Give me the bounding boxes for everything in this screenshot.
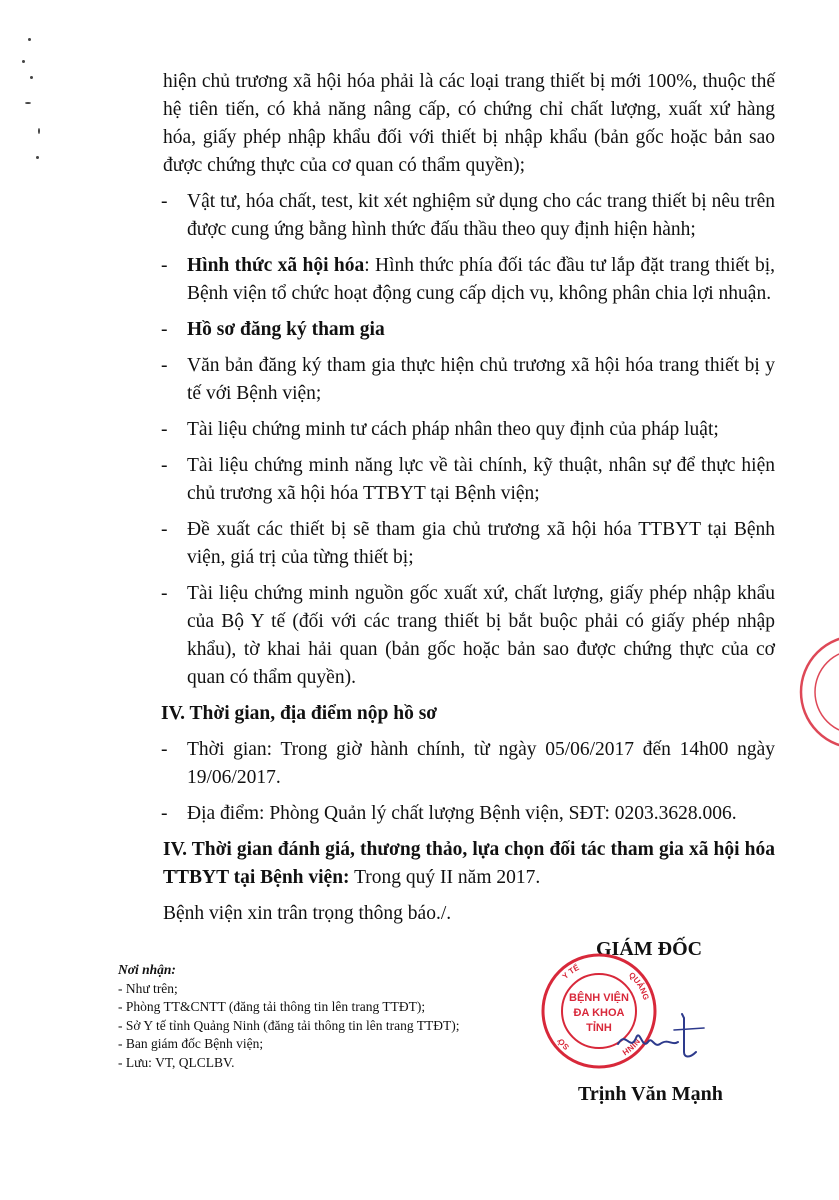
item-text: : Hình thức phía đối tác đầu tư lắp đặt trang thiết bị, Bệnh viện tổ chức hoạt động cung cấp dịch vụ, không phân chia lợi nhuận. <box>187 255 775 304</box>
paragraph-continuation: hiện chủ trương xã hội hóa phải là các loại trang thiết bị mới 100%, thuộc thế hệ tiên tiến, có khả năng nâng cấp, có chứng chỉ chất lượng, xuất xứ hàng hóa, giấy phép nhập khẩu đối với thiết bị nhập khẩu (bản gốc hoặc bản sao được chứng thực của cơ quan có thẩm quyền); <box>163 71 775 176</box>
list-item <box>163 188 775 244</box>
stamp-ring-right: NINH <box>620 1036 642 1057</box>
list-item <box>163 352 775 408</box>
svg-text:Y TẾ <box>561 962 582 981</box>
list-item <box>163 580 775 692</box>
item-text: Địa điểm: Phòng Quản lý chất lượng Bệnh viện, SĐT: 0203.3628.006. <box>187 803 737 824</box>
recipient-line: - Như trên; <box>118 980 178 996</box>
dash-marker: - <box>161 319 168 340</box>
dash-marker: - <box>161 455 168 476</box>
item-text: Tài liệu chứng minh tư cách pháp nhân theo quy định của pháp luật; <box>187 419 719 440</box>
stamp-line-1: BỆNH VIỆN <box>569 992 629 1004</box>
dash-marker: - <box>161 419 168 440</box>
dash-marker: - <box>161 191 168 212</box>
stamp-line-2: ĐA KHOA <box>573 1007 625 1019</box>
handwritten-signature <box>612 1008 732 1068</box>
recipient-line: - Ban giám đốc Bệnh viện; <box>118 1036 264 1051</box>
stamp-ring-bottom: SỞ <box>555 1036 571 1052</box>
dash-marker: - <box>161 519 168 540</box>
stamp-ring-top: QUẢNG <box>627 970 651 1002</box>
list-item <box>163 736 775 792</box>
list-item <box>163 416 775 444</box>
signer-name: Trịnh Văn Mạnh <box>578 1083 723 1105</box>
list-item <box>163 800 775 828</box>
dash-marker: - <box>161 583 168 604</box>
subsection-heading: Hồ sơ đăng ký tham gia <box>187 319 385 340</box>
item-bold-label: Hình thức xã hội hóa <box>187 255 365 276</box>
dash-marker: - <box>161 739 168 760</box>
recipients-title: Nơi nhận: <box>118 962 176 977</box>
item-text: Văn bản đăng ký tham gia thực hiện chủ trương xã hội hóa trang thiết bị y tế với Bệnh viện; <box>187 355 775 404</box>
dash-marker: - <box>161 255 168 276</box>
list-item <box>163 252 775 308</box>
dash-marker: - <box>161 355 168 376</box>
list-item <box>163 452 775 508</box>
scan-margin-marks <box>16 30 46 170</box>
list-item <box>163 316 775 344</box>
svg-text:QUẢNG <box>627 970 651 1001</box>
recipient-line: - Sở Y tế tỉnh Quảng Ninh (đăng tải thông tin lên trang TTĐT); <box>118 1017 460 1033</box>
item-text: Tài liệu chứng minh nguồn gốc xuất xứ, chất lượng, giấy phép nhập khẩu của Bộ Y tế (đối với các trang thiết bị bắt buộc phải có giấy phép nhập khẩu), tờ khai hải quan (bản gốc hoặc bản sao được chứng thực của cơ quan có thẩm quyền). <box>187 583 775 688</box>
body-text <box>163 68 775 928</box>
stamp-line-3: TỈNH <box>586 1022 612 1034</box>
item-text: Vật tư, hóa chất, test, kit xét nghiệm sử dụng cho các trang thiết bị nêu trên được cung ứng bằng hình thức đấu thầu theo quy định hiện hành; <box>187 191 775 240</box>
item-text: Đề xuất các thiết bị sẽ tham gia chủ trương xã hội hóa TTBYT tại Bệnh viện, giá trị của từng thiết bị; <box>187 519 775 568</box>
signer-position: GIÁM ĐỐC <box>596 938 703 960</box>
section-paragraph <box>163 836 775 892</box>
item-text: Tài liệu chứng minh năng lực về tài chính, kỹ thuật, nhân sự để thực hiện chủ trương xã hội hóa TTBYT tại Bệnh viện; <box>187 455 775 504</box>
section-text: Trong quý II năm 2017. <box>349 867 541 888</box>
stamp-ring-left: Y TẾ <box>560 962 581 981</box>
recipients-block <box>118 961 459 1072</box>
closing-line: Bệnh viện xin trân trọng thông báo./. <box>163 903 452 924</box>
partial-stamp-edge <box>797 632 839 752</box>
item-text: Thời gian: Trong giờ hành chính, từ ngày 05/06/2017 đến 14h00 ngày 19/06/2017. <box>187 739 775 788</box>
dash-marker: - <box>161 803 168 824</box>
recipient-line: - Phòng TT&CNTT (đăng tải thông tin lên trang TTĐT); <box>118 999 426 1014</box>
recipient-line: - Lưu: VT, QLCLBV. <box>118 1054 235 1070</box>
section-heading: IV. Thời gian, địa điểm nộp hồ sơ <box>161 703 438 724</box>
section-heading-inline: IV. Thời gian đánh giá, thương thảo, lựa chọn đối tác tham gia xã hội hóa TTBYT tại Bệnh viện: <box>163 839 775 888</box>
list-item <box>163 516 775 572</box>
